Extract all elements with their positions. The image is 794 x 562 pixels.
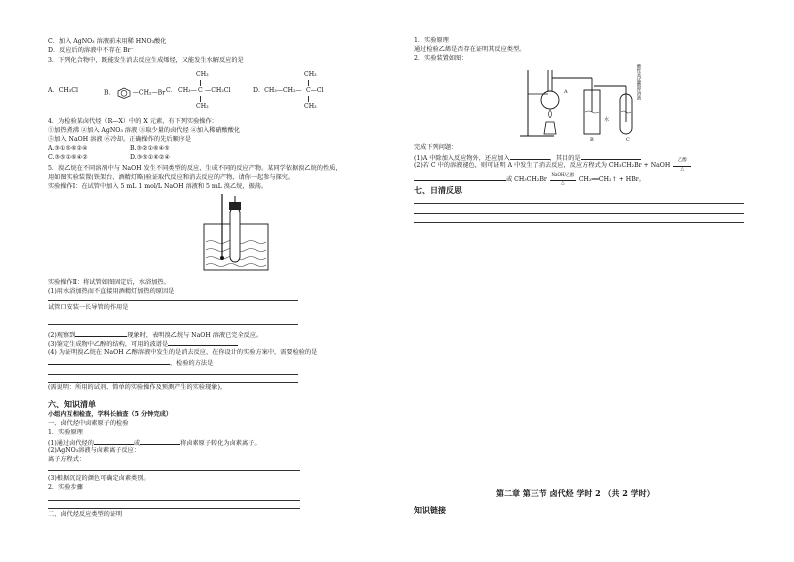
q3-c-ch2cl: —CH₂Cl	[205, 87, 231, 94]
question-5-line-8: (3)鉴定生成物中乙醇的结构，可用的波谱是	[48, 339, 238, 350]
reflection-line	[414, 203, 744, 204]
q3-c-ch3-top: CH₃	[196, 71, 209, 78]
answer-line	[48, 470, 300, 471]
reaction-condition-heat-2: △	[561, 181, 565, 186]
water-bath-beaker-diagram	[196, 194, 292, 278]
reaction-condition-naoh-ethanol: NaOH/乙醇	[551, 172, 575, 177]
knowledge-item-1: 一、卤代烃中卤素原子的检验	[48, 420, 129, 427]
section-6-title: 六、知识清单	[48, 399, 96, 409]
principle-heading: 1．实验原理	[414, 37, 449, 44]
answer-line	[48, 300, 298, 301]
answer-line	[48, 324, 298, 325]
ethylene-test-apparatus-diagram	[514, 60, 654, 144]
apparatus-heading: 2．实验装置如图：	[414, 55, 468, 62]
apparatus-label-a: A	[564, 89, 568, 95]
question-5-note: (需说明：所用的试剂、简单的实验操作及预测产生的实验现象)。	[48, 384, 227, 391]
question-5-line-4: 实验操作Ⅱ：将试管如图固定后，水浴加热。	[48, 279, 170, 286]
question-5-line-3: 实验操作Ⅰ：在试管中加入 5 mL 1 mol/L NaOH 溶液和 5 mL 溴乙烷，振荡。	[48, 183, 268, 190]
q3-option-b: B． —CH₂—Br	[104, 87, 165, 99]
knowledge-item-3: (1)通过卤代烃的 或 将卤素原子转化为卤素离子。	[48, 440, 261, 447]
q3-c-h3c: CH₃—	[178, 87, 197, 94]
question-4: 4．为检验某卤代烃（R—X）中的 X 元素，有下列实验操作：	[48, 118, 218, 125]
right-question-2: (2)若 C 中的溶液褪色，则可证明 A 中发生了消去反应，反应方程式为 CH₃CH₂Br + NaOH 乙醇 △	[414, 162, 692, 171]
bond-line	[200, 80, 201, 86]
q3-c-center: C	[198, 87, 203, 94]
q4-option-c: C.③⑤①⑥④②	[48, 154, 88, 161]
section-7-title: 七、日清反思	[414, 185, 462, 195]
reaction-condition-ethanol: 乙醇	[677, 158, 687, 163]
benzene-ring-icon	[117, 87, 131, 99]
knowledge-item-7: 2．实验步骤	[48, 484, 83, 491]
q3-option-d: D．CH₃—CH₂—	[253, 87, 302, 94]
question-5-line-7: (2)观察到 现象时，表明溴乙烷与 NaOH 溶液已完全反应。	[48, 332, 263, 339]
q4-operations-1: ①加热煮沸 ②加入 AgNO₃ 溶液 ③取少量的卤代烃 ④加入稀硝酸酸化	[48, 127, 241, 134]
apparatus-label-c: C	[626, 137, 630, 143]
apparatus-label-b: B	[590, 137, 594, 143]
principle-text: 通过检验乙烯是否存在证明其反应类型。	[414, 46, 526, 53]
q3-option-a: A．CH₃Cl	[48, 87, 78, 94]
knowledge-links-heading: 知识链接	[414, 505, 446, 515]
question-3: 3．下列化合物中，既能发生消去反应生成烯烃，又能发生水解反应的是	[48, 57, 244, 64]
bond-line	[308, 80, 309, 86]
question-5-line-5: (1)用水浴加热而不直接用酒精灯加热的原因是	[48, 288, 175, 295]
option-c-text: C．加入 AgNO₃ 溶液前未用稀 HNO₃酸化	[48, 38, 167, 45]
q3-d-center: C—Cl	[306, 87, 324, 94]
reaction-condition-heat: △	[680, 167, 684, 172]
apparatus-label-kmno4: 酸性高锰酸钾溶液	[636, 64, 641, 100]
q3-c-ch3-bottom: CH₃	[196, 103, 209, 110]
reflection-line	[414, 222, 744, 223]
q4-operations-2: ⑤加入 NaOH 溶液 ⑥冷却。正确操作的先后顺序是	[48, 136, 192, 143]
q3-option-c: C．	[166, 87, 177, 94]
knowledge-item-5: 离子方程式：	[48, 456, 86, 463]
chapter-title: 第二章 第三节 卤代烃 学时 2 （共 2 学时）	[496, 488, 655, 498]
question-5-line-9: (4) 为证明溴乙烷在 NaOH 乙醇溶液中发生的是消去反应，在你设计的实验方案中，需要检验的是	[48, 349, 318, 356]
reflection-line	[414, 213, 744, 214]
question-5-line-2: 用如图实验装置(铁架台、酒精灯略)验证取代反应和消去反应的产物，请你一起参与探究。	[48, 174, 295, 181]
answer-line	[48, 508, 300, 509]
apparatus-label-water: 水	[604, 117, 610, 123]
answer-line	[48, 374, 298, 375]
q4-option-b: B.③②①⑥④⑤	[130, 145, 170, 152]
knowledge-item-4: (2)AgNO₃溶液与卤素离子反应：	[48, 447, 141, 454]
questions-heading: 完成下列问题：	[414, 144, 458, 151]
knowledge-item-2: 1．实验原理	[48, 429, 83, 436]
q4-option-d: D.③⑤①⑥②④	[130, 154, 170, 161]
section-6-subtitle: 小组内互相检查，学科长抽查（5 分钟完成）	[48, 411, 173, 418]
q3-d-ch3-top: CH₃	[304, 71, 317, 78]
question-5-line-10: ，检验的方法是	[48, 358, 213, 369]
q4-option-a: A.③①⑤⑥②④	[48, 145, 88, 152]
q3-d-ch3-bottom: CH₃	[304, 103, 317, 110]
knowledge-item-6: (3)根据沉淀的颜色可确定卤素类别。	[48, 475, 150, 482]
answer-line	[48, 500, 300, 501]
right-question-2-alt: 或 CH₃CH₂Br NaOH/乙醇 △ CH₂══CH₂↑ + HBr。	[414, 174, 645, 185]
knowledge-item-8: 二、卤代烃反应类型的证明	[48, 511, 123, 518]
question-5-line-1: 5．溴乙烷在不同溶剂中与 NaOH 发生不同类型的反应，生成不同的反应产物。某同学依据溴乙烷的性质，	[48, 165, 342, 172]
bond-line	[200, 96, 201, 102]
bond-line	[308, 96, 309, 102]
answer-line	[48, 382, 298, 383]
right-question-1: (1)A 中除加入反应物外，还应加入 ，其目的是	[414, 153, 641, 164]
question-5-line-6: 试管口安装一长导管的作用是	[48, 304, 129, 311]
option-d-text: D．反应后的溶液中不存在 Br⁻	[48, 47, 134, 54]
